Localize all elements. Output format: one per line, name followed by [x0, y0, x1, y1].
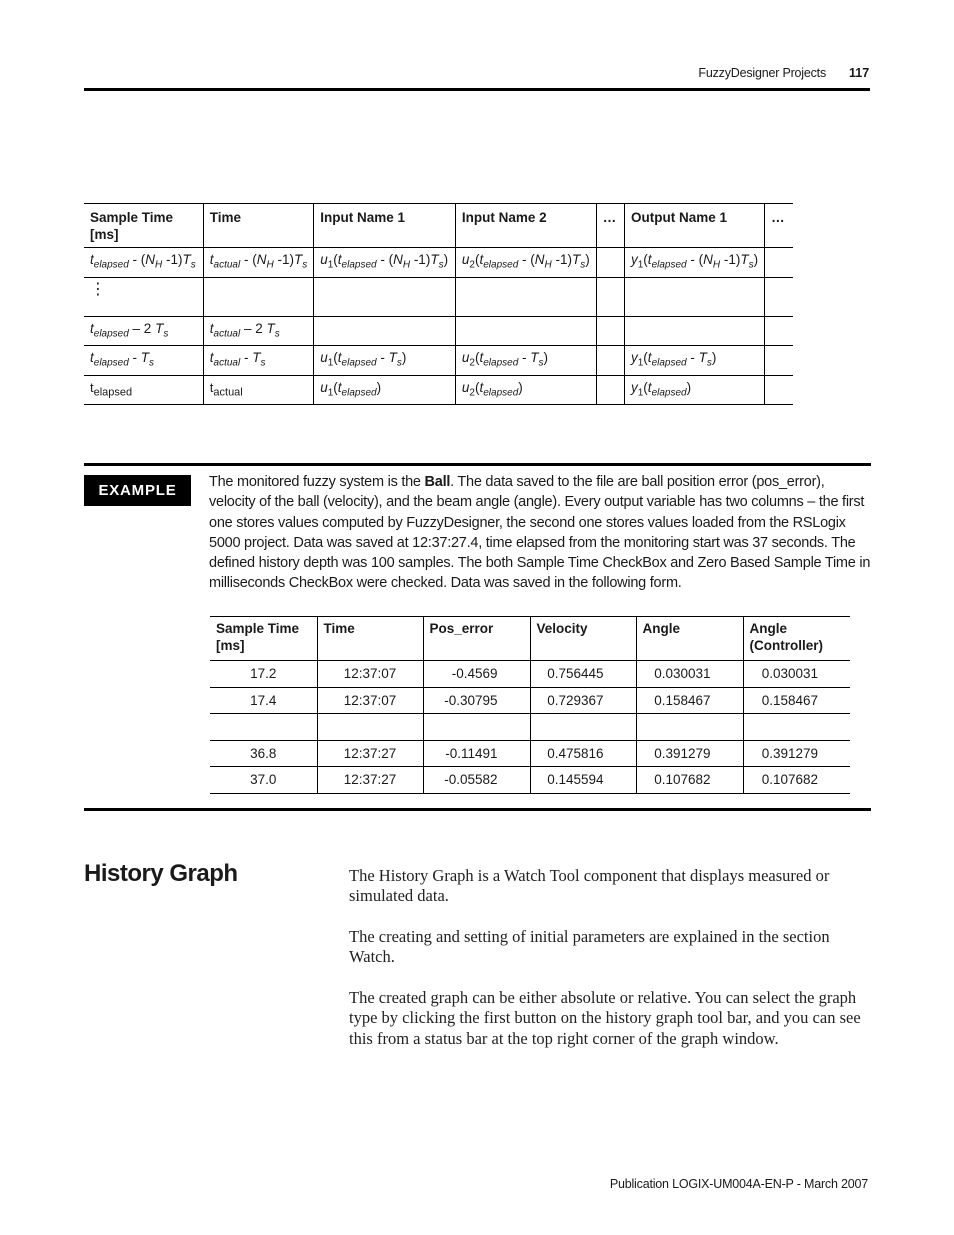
- table-cell: [455, 317, 596, 346]
- file-format-table: [84, 203, 793, 405]
- example-badge: EXAMPLE: [84, 475, 191, 506]
- table-cell: $y_1(t_{elapsed} - T_s)$: [624, 346, 764, 376]
- example-bottom-rule: [84, 808, 871, 811]
- example-data-table: [210, 616, 850, 794]
- table-cell: [765, 278, 793, 317]
- body-paragraph: The History Graph is a Watch Tool component that displays measured or simulated data.: [349, 866, 830, 906]
- table-cell: [596, 317, 624, 346]
- column-header: Output Name 1: [624, 204, 764, 248]
- table-header-row: [84, 204, 793, 248]
- column-header: Input Name 1: [314, 204, 456, 248]
- table-row: [210, 687, 850, 714]
- vertical-ellipsis: ⋮: [90, 281, 106, 298]
- table-row: [210, 661, 850, 688]
- column-header: Time: [203, 204, 313, 248]
- page-number: 117: [849, 66, 870, 80]
- table-cell: 0.107682: [636, 767, 743, 794]
- table-cell: [210, 714, 317, 741]
- column-header: …: [596, 204, 624, 248]
- table-cell: [765, 376, 793, 405]
- running-header-section: FuzzyDesigner Projects: [698, 66, 826, 80]
- table-cell: [636, 714, 743, 741]
- table-cell: -0.4569: [423, 661, 530, 688]
- table-cell: $y_1(t_{elapsed})$: [624, 376, 764, 405]
- column-header: Angle: [636, 617, 743, 661]
- table-cell: [624, 317, 764, 346]
- table-cell: $t_{elapsed} - (N_H$ $-1)T_s$: [84, 248, 203, 278]
- table-cell: $u_1(t_{elapsed} - (N_H$ $-1)T_s$): [314, 248, 456, 278]
- table-cell: [765, 248, 793, 278]
- table-cell: 0.756445: [530, 661, 636, 688]
- body-paragraph: The creating and setting of initial parameters are explained in the section Watch.: [349, 927, 830, 967]
- example-top-rule: [84, 463, 871, 466]
- table-cell: $u_2(t_{elapsed})$: [455, 376, 596, 405]
- table-row: [210, 740, 850, 767]
- table-cell: [596, 346, 624, 376]
- table-cell: 0.030031: [743, 661, 850, 688]
- table-cell: $t_{actual}$: [203, 376, 313, 405]
- table-cell: 0.158467: [636, 687, 743, 714]
- section-heading: History Graph: [84, 860, 238, 887]
- table-cell: $t_{actual} - T_s$: [203, 346, 313, 376]
- table-cell: $t_{elapsed} - T_s$: [84, 346, 203, 376]
- table-cell: [423, 714, 530, 741]
- example-paragraph: The monitored fuzzy system is the Ball. The data saved to the file are ball position error (pos_error), velocity of the ball (velocity), and the beam angle (angle). Every output variable has two columns – the first one stores values computed by FuzzyDesigner, the second one stores values loaded from the RSLogix 5000 project. Data was saved at 12:37:27.4, time elapsed from the monitoring start was 37 seconds. The defined history depth was 100 samples. The both Sample Time CheckBox and Zero Based Sample Time in milliseconds CheckBox were checked. Data was saved in the following form.: [209, 474, 871, 592]
- table-cell: -0.30795: [423, 687, 530, 714]
- column-header: Angle (Controller): [743, 617, 850, 661]
- table-cell: [314, 317, 456, 346]
- table-row: [84, 376, 793, 405]
- table-cell: $u_1(t_{elapsed} - T_s)$: [314, 346, 456, 376]
- column-header: Time: [317, 617, 423, 661]
- table-cell: [455, 278, 596, 317]
- table-cell: 37.0: [210, 767, 317, 794]
- table-cell: [624, 278, 764, 317]
- table-cell: 0.158467: [743, 687, 850, 714]
- table-cell: [530, 714, 636, 741]
- header-rule: [84, 88, 870, 91]
- table-cell: [203, 278, 313, 317]
- table-cell: 0.729367: [530, 687, 636, 714]
- column-header: Velocity: [530, 617, 636, 661]
- table-cell: $t_{actual} - 2$ $T_s$: [203, 317, 313, 346]
- table-cell: $t_{elapsed} - 2$ $T_s$: [84, 317, 203, 346]
- body-paragraph: The created graph can be either absolute or relative. You can select the graph type by clicking the first button on the history graph tool bar, and you can see this from a status bar at the top right corner of the graph window.: [349, 988, 861, 1048]
- table-cell: $t_{actual} - (N_H$ $-1)T_s$: [203, 248, 313, 278]
- table-cell: 0.391279: [743, 740, 850, 767]
- table-cell: $u_2(t_{elapsed} - T_s)$: [455, 346, 596, 376]
- table-cell: 17.2: [210, 661, 317, 688]
- column-header: Input Name 2: [455, 204, 596, 248]
- table-cell: 12:37:07: [317, 687, 423, 714]
- table-cell: 0.107682: [743, 767, 850, 794]
- table-cell: 0.145594: [530, 767, 636, 794]
- column-header: …: [765, 204, 793, 248]
- table-cell: 12:37:07: [317, 661, 423, 688]
- table-cell: $u_2(t_{elapsed} - (N_H$ $-1)T_s$): [455, 248, 596, 278]
- table-cell: -0.05582: [423, 767, 530, 794]
- table-cell: [596, 278, 624, 317]
- table-cell: 0.030031: [636, 661, 743, 688]
- table-cell: [596, 376, 624, 405]
- column-header: Pos_error: [423, 617, 530, 661]
- table-cell: [765, 346, 793, 376]
- table-cell: 12:37:27: [317, 740, 423, 767]
- table-row: [84, 278, 793, 317]
- table-cell: [84, 278, 203, 317]
- bold-term: Ball: [424, 474, 451, 490]
- table-cell: [743, 714, 850, 741]
- publication-footer: Publication LOGIX-UM004A-EN-P - March 2007: [609, 1177, 868, 1191]
- table-header-row: [210, 617, 850, 661]
- table-cell: $u_1(t_{elapsed})$: [314, 376, 456, 405]
- column-header: Sample Time [ms]: [210, 617, 317, 661]
- table-cell: 12:37:27: [317, 767, 423, 794]
- table-cell: [765, 317, 793, 346]
- table-cell: 0.475816: [530, 740, 636, 767]
- table-cell: [317, 714, 423, 741]
- column-header: Sample Time [ms]: [84, 204, 203, 248]
- table-cell: 0.391279: [636, 740, 743, 767]
- table-row: [84, 248, 793, 278]
- table-cell: $t_{elapsed}$: [84, 376, 203, 405]
- table-cell: 17.4: [210, 687, 317, 714]
- table-cell: 36.8: [210, 740, 317, 767]
- table-cell: [596, 248, 624, 278]
- table-row: [84, 346, 793, 376]
- table-row: [84, 317, 793, 346]
- table-row: [210, 714, 850, 741]
- table-cell: -0.11491: [423, 740, 530, 767]
- table-cell: $y_1(t_{elapsed} - (N_H$ $-1)T_s$): [624, 248, 764, 278]
- table-cell: [314, 278, 456, 317]
- table-row: [210, 767, 850, 794]
